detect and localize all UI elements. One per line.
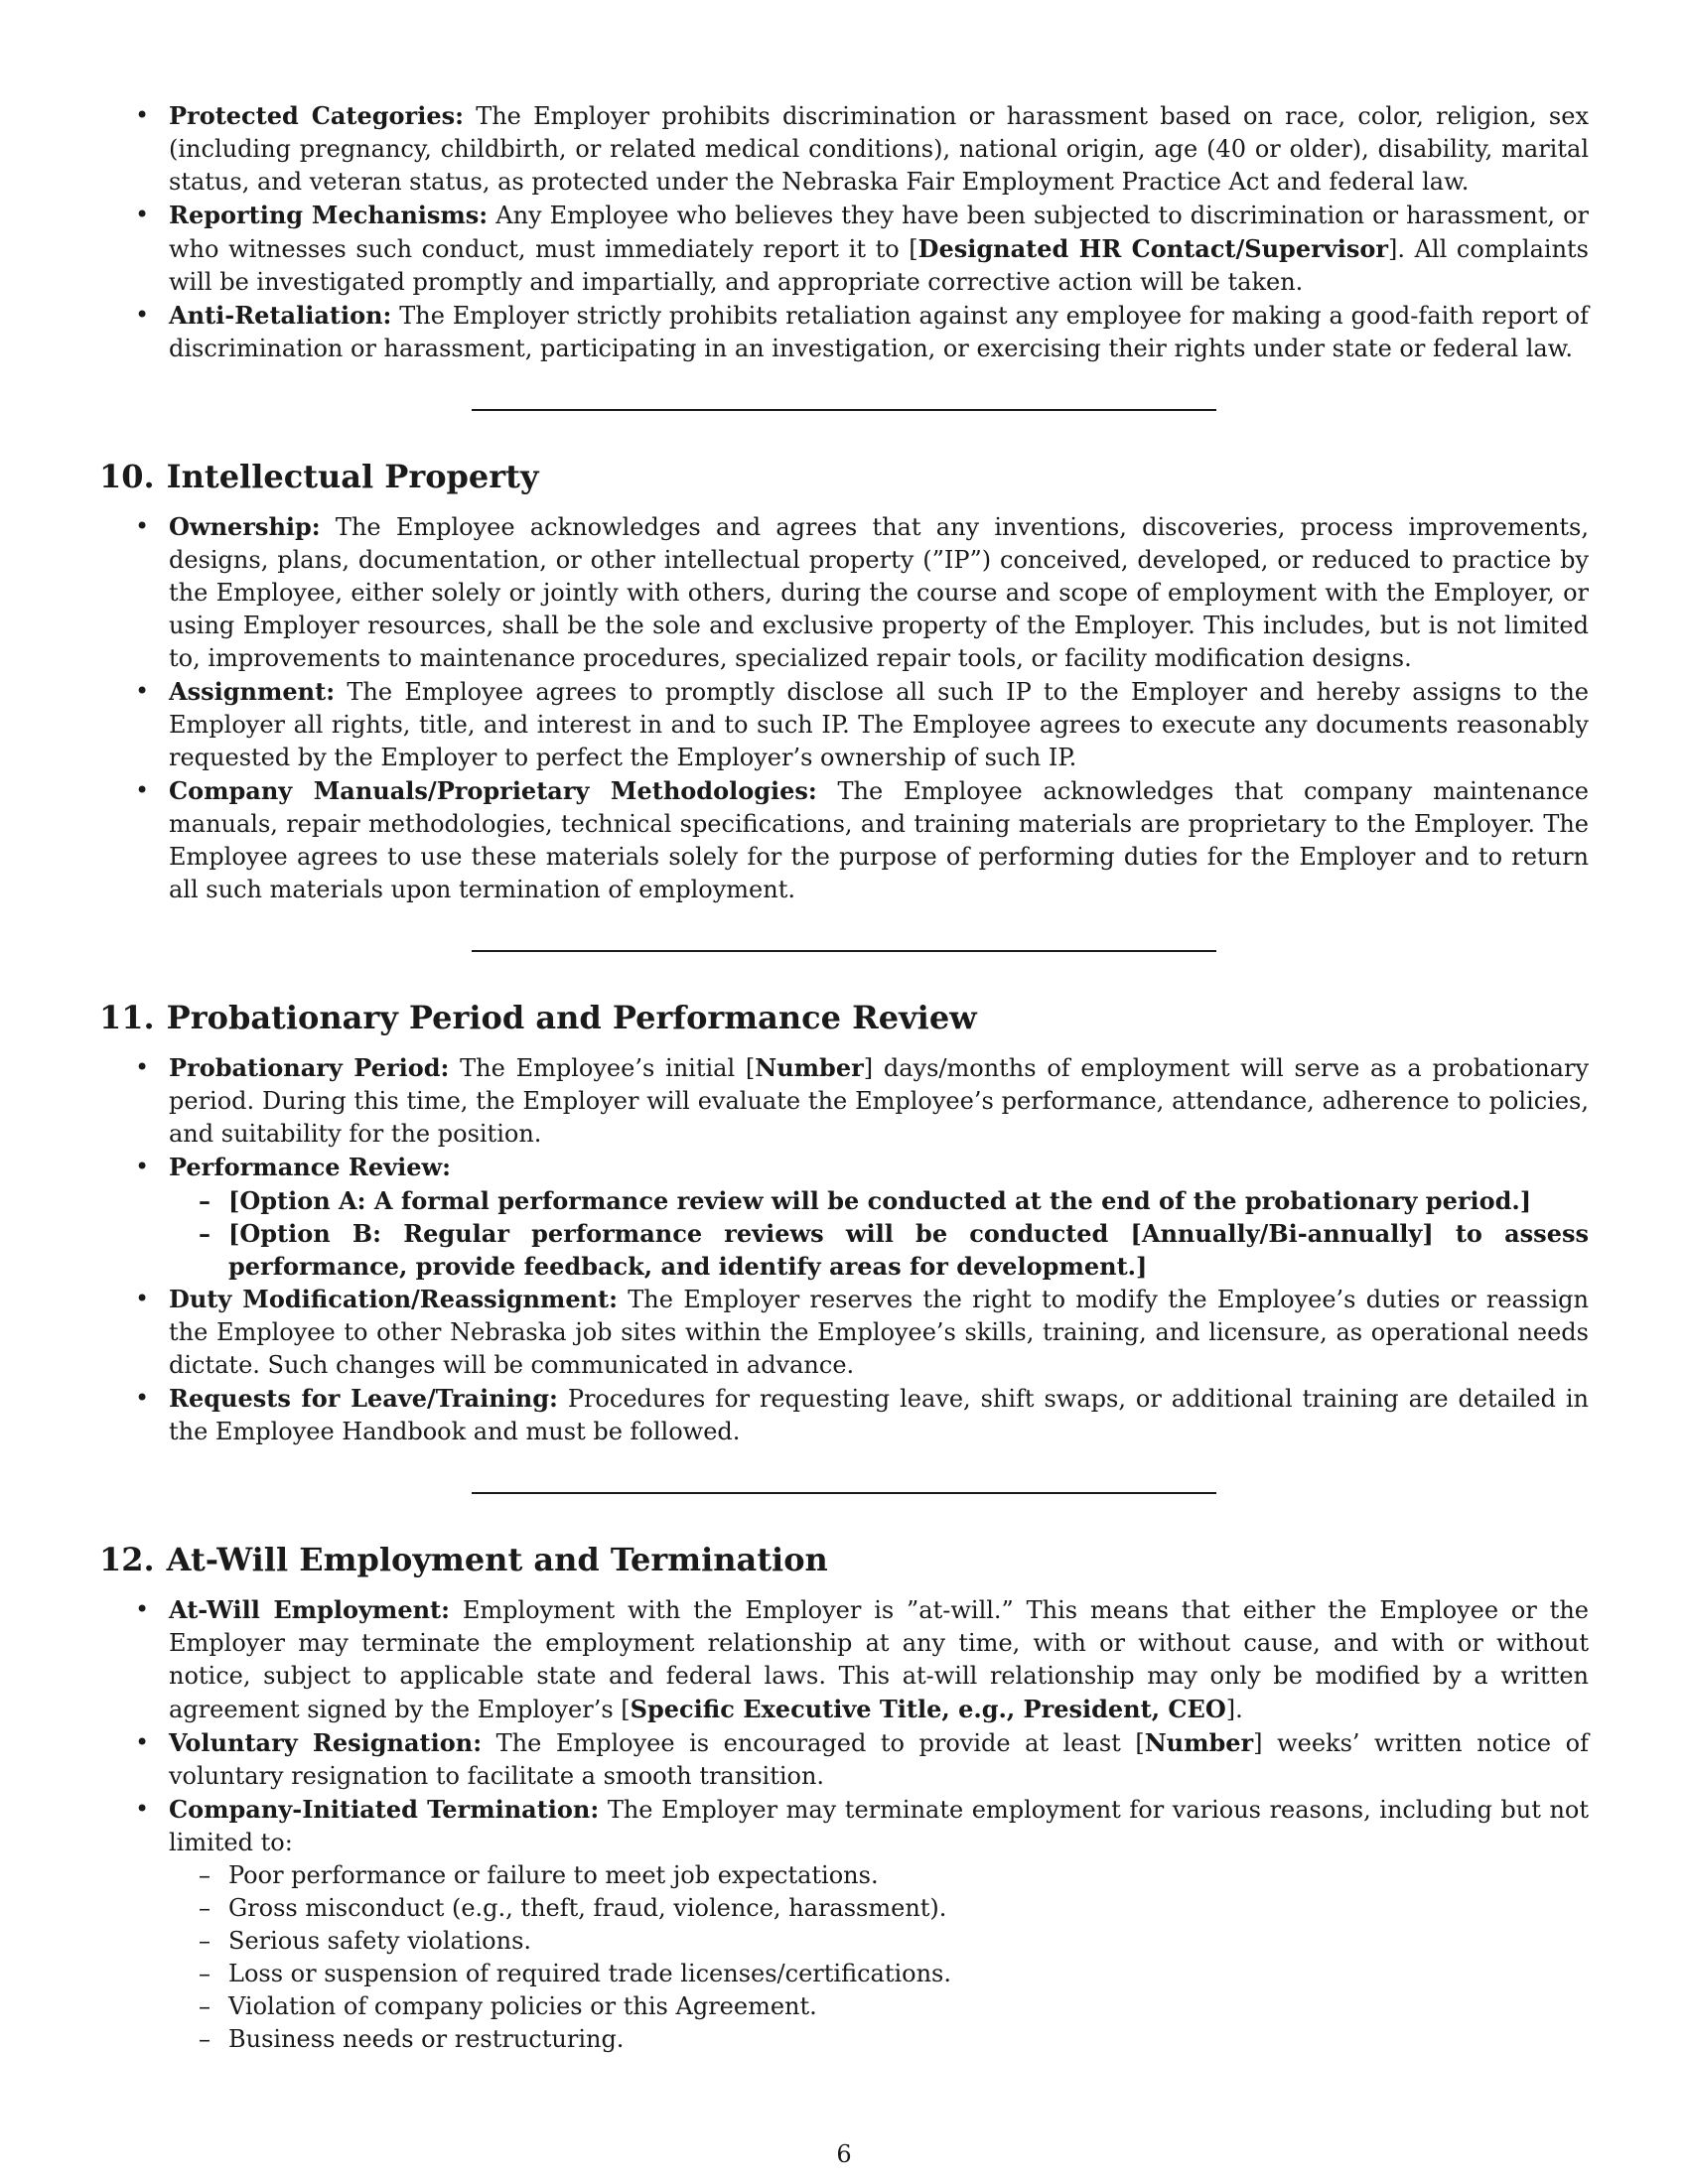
item-text: The Employee’s initial [ <box>460 1054 756 1082</box>
item-lead: Protected Categories: <box>169 101 464 130</box>
list-item-option-a: – [Option A: A formal performance review will be conducted at the end of the probationary period.] <box>169 1184 1589 1217</box>
section-title: Probationary Period and Performance Review <box>166 999 977 1036</box>
list-item-performance-review <box>99 1151 1589 1283</box>
item-lead: Requests for Leave/Training: <box>169 1384 558 1413</box>
item-lead: Reporting Mechanisms: <box>169 201 489 229</box>
list-item-probationary-period <box>99 1051 1589 1151</box>
item-text: Any Employee who believes they have been subjected to discrimination or harassment, or who witnesses such conduct, must immediately report it to [ <box>169 202 1589 263</box>
list-item-reason: – Violation of company policies or this Agreement. <box>169 1990 1589 2023</box>
review-options-list <box>169 1184 1589 1283</box>
item-lead: Company-Initiated Termination: <box>169 1795 600 1824</box>
list-item-ownership <box>99 510 1589 675</box>
section-heading-intellectual-property <box>99 457 1589 496</box>
sec12-list <box>99 1593 1589 2056</box>
item-text: The Employer prohibits discrimination or harassment based on race, color, religion, sex (including pregnancy, childbirth, or related medical conditions), national origin, age (40 or older), disability, marital status, and veteran status, as protected under the Nebraska Fair Employment Practice Act and federal law. <box>169 102 1589 196</box>
list-item-reason: – Loss or suspension of required trade licenses/certifications. <box>169 1958 1589 1990</box>
sec10-list <box>99 510 1589 906</box>
item-text: The Employee acknowledges that company maintenance manuals, repair methodologies, technical specifications, and training materials are proprietary to the Employer. The Employee agrees to use these materials solely for the purpose of performing duties for the Employer and to return all such materials upon termination of employment. <box>169 777 1589 903</box>
section-divider <box>472 1492 1216 1494</box>
list-item-reason: – Poor performance or failure to meet job expectations. <box>169 1859 1589 1892</box>
item-text: The Employee agrees to promptly disclose all such IP to the Employer and hereby assigns to the Employer all rights, title, and interest in and to such IP. The Employee agrees to execute any documents reasonably requested by the Employer to perfect the Employer’s ownership of such IP. <box>169 678 1589 771</box>
list-item-voluntary-resignation <box>99 1726 1589 1793</box>
list-item-company-initiated-termination <box>99 1793 1589 2056</box>
item-lead: At-Will Employment: <box>169 1595 450 1624</box>
item-text: ] days/months of employment will serve as a probationary period. During this time, the Employer will evaluate the Employee’s performance, attendance, adherence to policies, and suitability for the position. <box>169 1054 1589 1148</box>
section-number: 10. <box>99 458 155 495</box>
list-item-protected-categories <box>99 99 1589 199</box>
list-item-reason: – Gross misconduct (e.g., theft, fraud, violence, harassment). <box>169 1892 1589 1925</box>
item-text: The Employer strictly prohibits retaliation against any employee for making a good-faith report of discrimination or harassment, participating in an investigation, or exercising their rights under state or federal law. <box>169 302 1589 362</box>
document-page <box>99 99 1589 2056</box>
placeholder-text: Designated HR Contact/Supervisor <box>917 234 1388 263</box>
section-heading-probationary-period <box>99 998 1589 1037</box>
item-lead: Company Manuals/Proprietary Methodologies: <box>169 776 817 805</box>
list-item-company-manuals <box>99 774 1589 906</box>
list-item-reporting-mechanisms <box>99 199 1589 299</box>
item-text: Procedures for requesting leave, shift swaps, or additional training are detailed in the Employee Handbook and must be followed. <box>169 1385 1589 1445</box>
item-text: ]. All complaints will be investigated promptly and impartially, and appropriate corrective action will be taken. <box>169 235 1589 296</box>
placeholder-text: Number <box>1144 1728 1254 1757</box>
item-text: Employment with the Employer is ”at-will.” This means that either the Employee or the Employer may terminate the employment relationship at any time, with or without cause, and with or without notice, subject to applicable state and federal laws. This at-will relationship may only be modified by a written agreement signed by the Employer’s [ <box>169 1596 1589 1723</box>
item-lead: Voluntary Resignation: <box>169 1728 483 1757</box>
item-text: The Employee acknowledges and agrees that any inventions, discoveries, process improvements, designs, plans, documentation, or other intellectual property (”IP”) conceived, developed, or reduced to practice by the Employee, either solely or jointly with others, during the course and scope of employment with the Employer, or using Employer resources, shall be the sole and exclusive property of the Employer. This includes, but is not limited to, improvements to maintenance procedures, specialized repair tools, or facility modification designs. <box>169 513 1589 672</box>
page-number: 6 <box>836 2140 852 2168</box>
item-lead: Anti-Retaliation: <box>169 301 392 330</box>
section-number: 12. <box>99 1541 155 1578</box>
termination-reasons-list <box>169 1859 1589 2056</box>
item-lead: Assignment: <box>169 677 336 706</box>
item-text: ]. <box>1225 1696 1243 1723</box>
placeholder-text: Number <box>755 1053 864 1082</box>
sec9-list <box>99 99 1589 365</box>
item-lead: Ownership: <box>169 512 321 541</box>
item-text: The Employer may terminate employment for various reasons, including but not limited to: <box>169 1796 1590 1856</box>
item-text: The Employer reserves the right to modify the Employee’s duties or reassign the Employee to other Nebraska job sites within the Employee’s skills, training, and licensure, as operational needs dictate. Such changes will be communicated in advance. <box>169 1286 1589 1379</box>
item-lead: Duty Modification/Reassignment: <box>169 1285 618 1313</box>
section-number: 11. <box>99 999 155 1036</box>
section-title: Intellectual Property <box>166 458 539 495</box>
list-item-requests-for-leave <box>99 1382 1589 1448</box>
section-divider <box>472 409 1216 411</box>
item-lead: Probationary Period: <box>169 1053 450 1082</box>
section-divider <box>472 950 1216 952</box>
list-item-option-b: – [Option B: Regular performance reviews will be conducted [Annually/Bi-annually] to assess performance, provide feedback, and identify areas for development.] <box>169 1217 1589 1283</box>
item-text: The Employee is encouraged to provide at least [ <box>495 1729 1145 1757</box>
item-lead: Performance Review: <box>169 1153 451 1181</box>
section-heading-at-will-employment <box>99 1540 1589 1579</box>
section-title: At-Will Employment and Termination <box>166 1541 828 1578</box>
placeholder-text: Specific Executive Title, e.g., President, CEO <box>630 1695 1226 1723</box>
list-item-at-will-employment <box>99 1593 1589 1726</box>
list-item-assignment <box>99 675 1589 774</box>
list-item-reason: – Serious safety violations. <box>169 1925 1589 1958</box>
list-item-reason: – Business needs or restructuring. <box>169 2023 1589 2056</box>
list-item-duty-modification <box>99 1283 1589 1382</box>
item-text: ] weeks’ written notice of voluntary resignation to facilitate a smooth transition. <box>169 1729 1589 1790</box>
list-item-anti-retaliation <box>99 299 1589 365</box>
sec11-list <box>99 1051 1589 1448</box>
